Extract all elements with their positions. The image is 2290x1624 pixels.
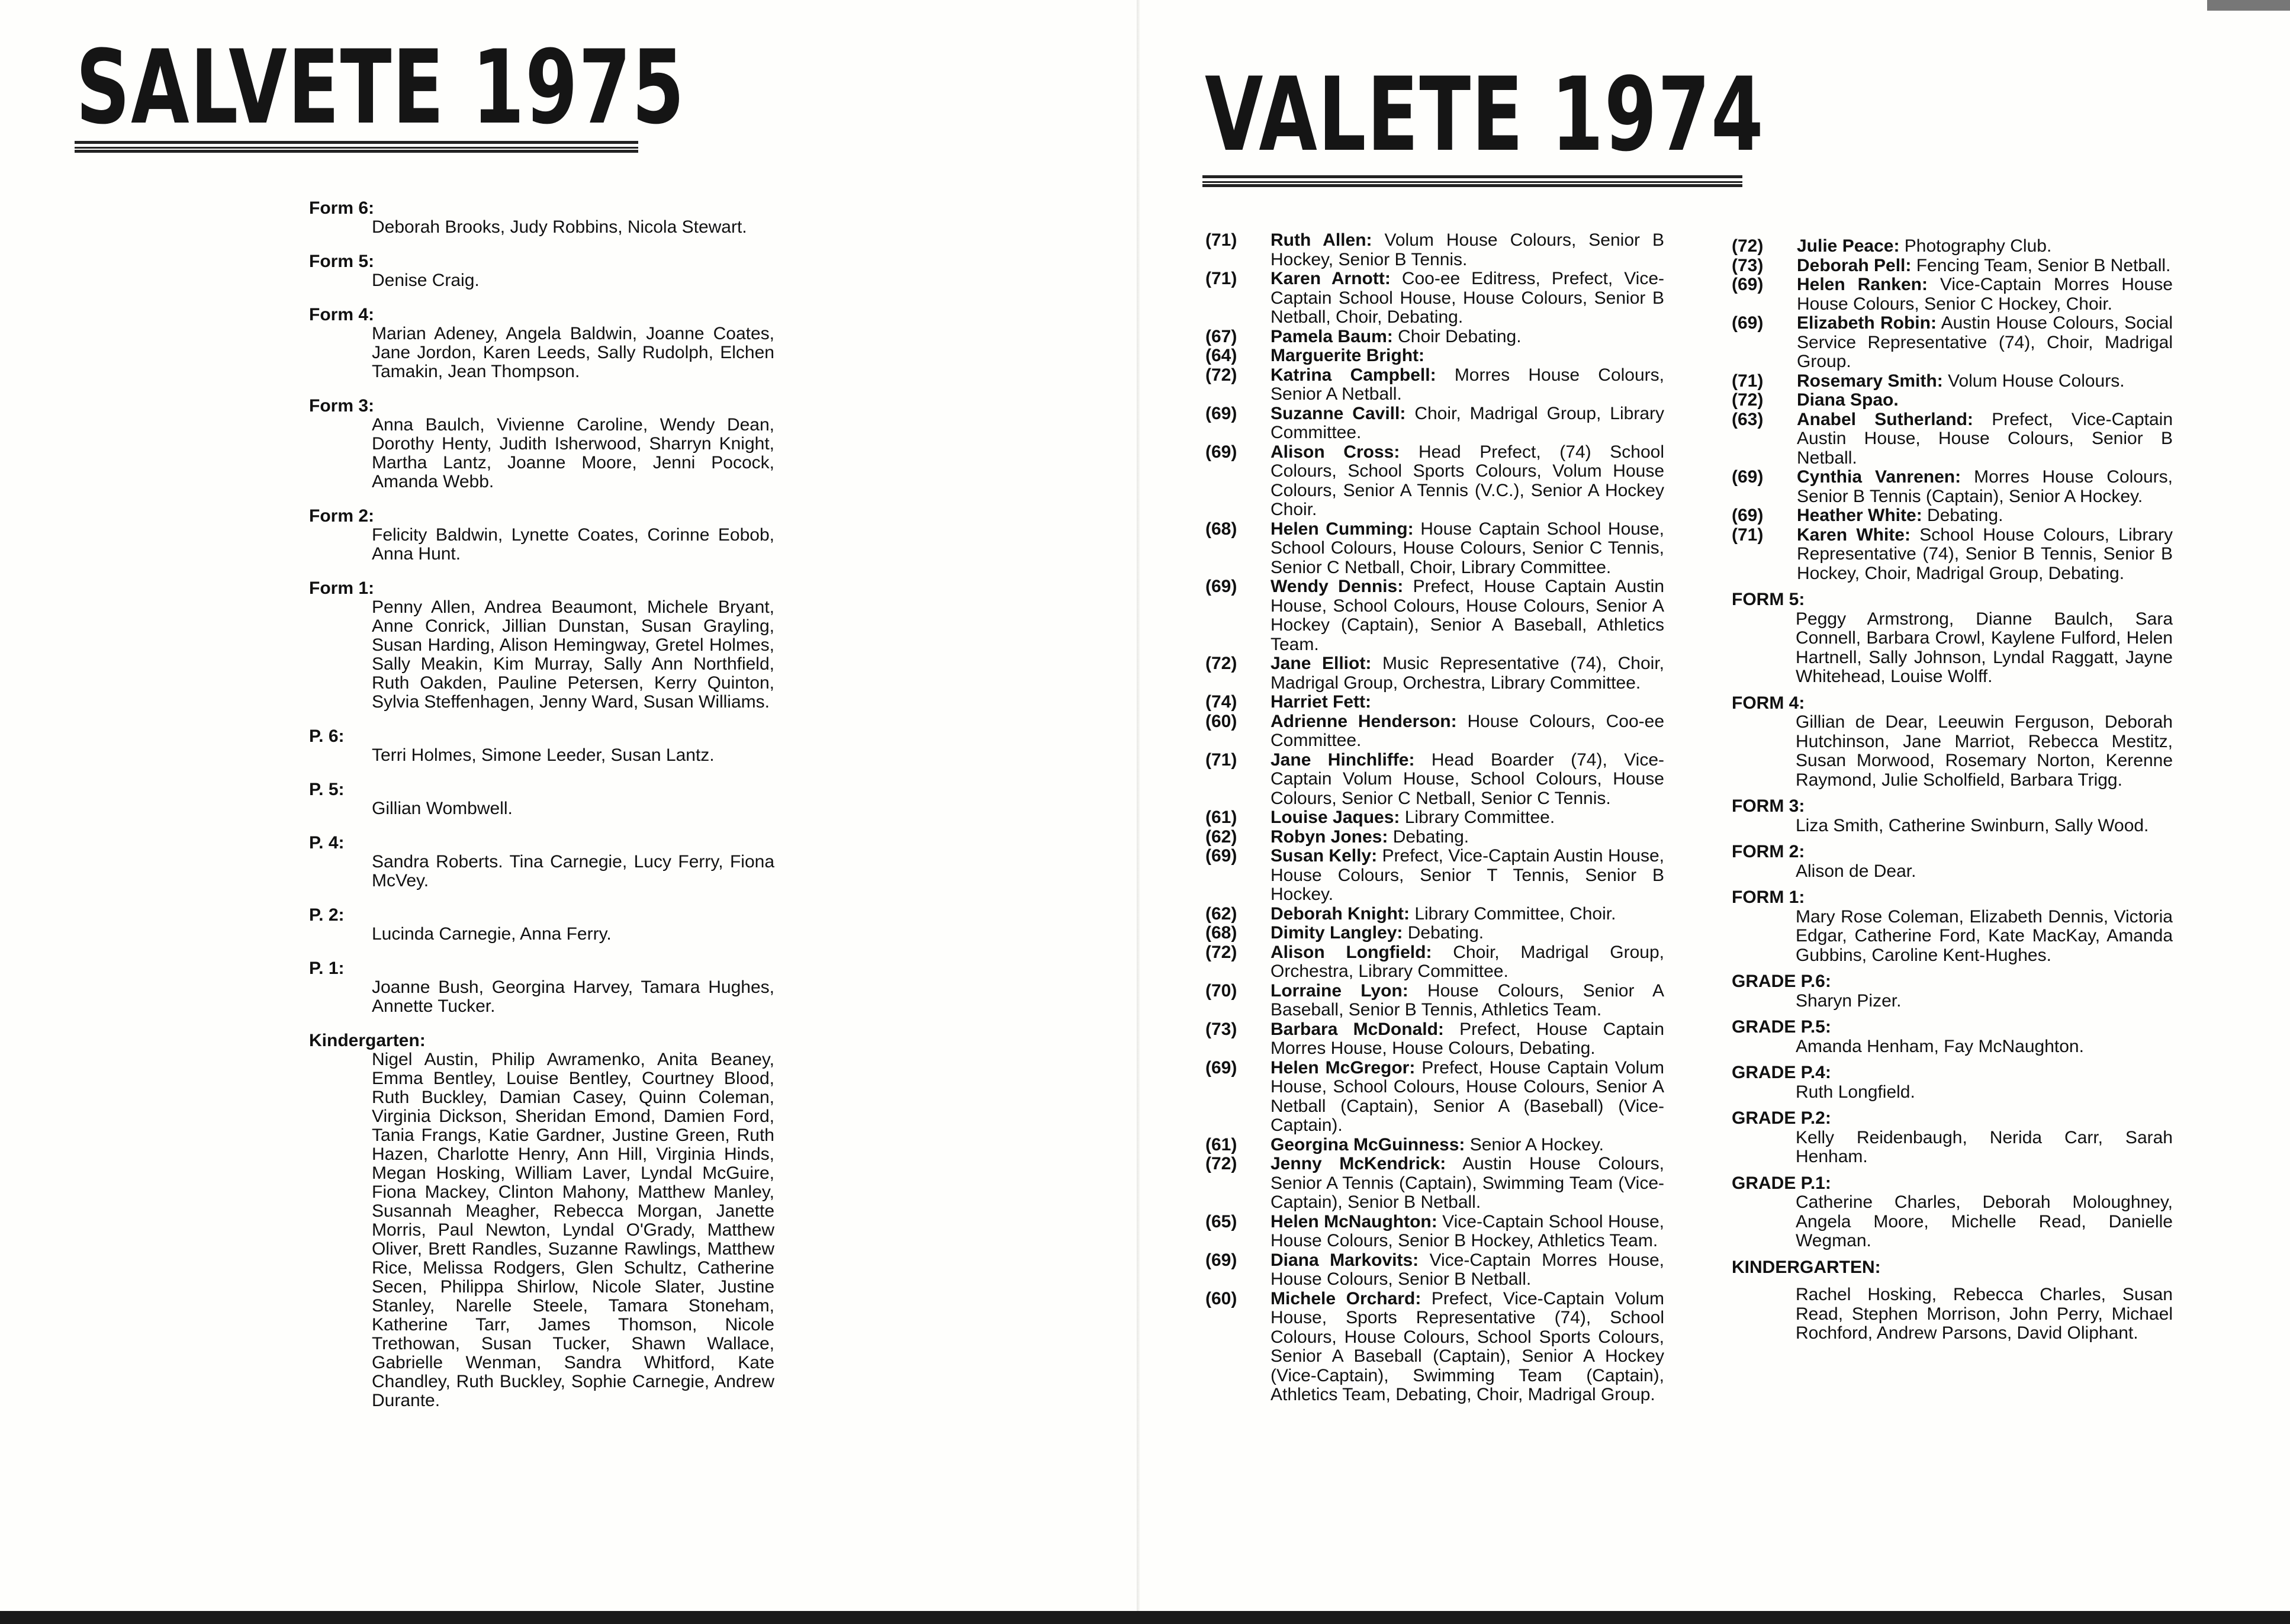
entry-name: Katrina Campbell: <box>1271 365 1436 385</box>
section-label: Form 6: <box>309 198 375 218</box>
valete-entry <box>1205 808 1664 828</box>
entry-details: Coo-ee Editress, Prefect, Vice-Captain School House, House Colours, Senior B Netball, Choir, Debating. <box>1271 269 1664 327</box>
entry-name: Deborah Knight: <box>1271 903 1410 924</box>
valete-column-2-sections <box>1732 590 2173 1343</box>
entry-name: Alison Longfield: <box>1271 942 1432 962</box>
valete-section <box>1732 972 2173 1011</box>
section-label: GRADE P.1: <box>1732 1173 1831 1193</box>
entry-details: Austin House Colours, Senior A Tennis (Captain), Swimming Team (Vice-Captain), Senior B Netball. <box>1271 1154 1664 1212</box>
entry-year: (62) <box>1205 903 1237 924</box>
valete-heading: VALETE 1974 <box>1205 55 1765 174</box>
section-names: Lucinda Carnegie, Anna Ferry. <box>372 924 612 944</box>
section-names: Terri Holmes, Simone Leeder, Susan Lantz. <box>372 745 715 765</box>
valete-entry <box>1205 693 1664 712</box>
valete-column-2-entries <box>1732 237 2173 583</box>
entry-text <box>1271 346 1664 366</box>
entry-details: Austin House Colours, Social Service Representative (74), Choir, Madrigal Group. <box>1797 313 2173 371</box>
entry-year: (72) <box>1732 390 1764 410</box>
entry-year: (72) <box>1205 942 1237 962</box>
entry-name: Wendy Dennis: <box>1271 577 1404 596</box>
entry-name: Julie Peace: <box>1797 236 1900 256</box>
valete-entry <box>1205 1059 1664 1136</box>
entry-year: (69) <box>1205 1057 1237 1078</box>
section-label: FORM 4: <box>1732 693 1805 713</box>
entry-text <box>1797 526 2173 584</box>
entry-details: Prefect, House Captain Morres House, House Colours, Debating. <box>1271 1019 1665 1058</box>
entry-name: Cynthia Vanrenen: <box>1797 467 1961 487</box>
section-label: Form 1: <box>309 578 375 598</box>
entry-text <box>1271 577 1664 654</box>
valete-entry <box>1205 520 1664 578</box>
entry-year: (69) <box>1205 577 1237 596</box>
valete-entry <box>1205 847 1664 905</box>
entry-year: (69) <box>1732 313 1764 333</box>
section-label: P. 2: <box>309 905 345 925</box>
entry-year: (69) <box>1205 442 1237 462</box>
valete-section <box>1732 1174 2173 1251</box>
entry-details: Choir Debating. <box>1398 326 1522 346</box>
section-label: P. 5: <box>309 780 345 799</box>
entry-details: Prefect, House Captain Austin House, School Colours, House Colours, Senior A Hockey (Captain), Senior A Baseball, Athletics Team. <box>1271 577 1665 654</box>
valete-entry <box>1205 327 1664 347</box>
entry-text <box>1797 314 2173 372</box>
valete-column-1 <box>1205 231 1664 1405</box>
valete-entry <box>1732 314 2173 372</box>
valete-entry <box>1205 1020 1664 1059</box>
entry-details: Senior A Hockey. <box>1469 1134 1604 1155</box>
salvete-section <box>309 959 774 1016</box>
section-label: P. 4: <box>309 833 345 853</box>
salvete-section <box>309 1031 774 1410</box>
section-names: Nigel Austin, Philip Awramenko, Anita Beaney, Emma Bentley, Louise Bentley, Courtney Blood, Ruth Buckley, Damian Casey, Quinn Coleman, Virginia Dickson, Sheridan Emond, Damien Ford, Tania Frangs, Katie Gardner, Justine Green, Ruth Hazen, Charlotte Henry, Ann Hill, Virginia Hinds, Megan Hosking, William Laver, Lyndal McGuire, Fiona Mackey, Clinton Mahony, Matthew Manley, Susannah Meagher, Rebecca Morgan, Janette Morris, Paul Newton, Lyndal O'Grady, Matthew Oliver, Brett Randles, Suzanne Rawlings, Matthew Rice, Melissa Rodgers, Glen Schultz, Catherine Secen, Philippa Shirlow, Nicole Slater, Justine Stanley, Narelle Steele, Tamara Stoneham, Katherine Tarr, James Thomson, Nicole Trethowan, Susan Tucker, Shawn Wallace, Gabrielle Wenman, Sandra Whitford, Kate Chandley, Ruth Buckley, Sophie Carnegie, Andrew Durante. <box>372 1050 774 1410</box>
valete-entry <box>1205 1155 1664 1213</box>
entry-name: Anabel Sutherland: <box>1797 409 1973 429</box>
entry-details: Vice-Captain School House, House Colours, Senior B Hockey, Athletics Team. <box>1271 1211 1664 1250</box>
entry-text <box>1271 847 1664 905</box>
entry-text <box>1271 1020 1664 1059</box>
entry-year: (67) <box>1205 326 1237 346</box>
entry-details: Library Committee. <box>1404 808 1555 827</box>
valete-entry <box>1205 231 1664 269</box>
section-names: Alison de Dear. <box>1796 861 1916 881</box>
valete-entry <box>1732 275 2173 314</box>
entry-year: (60) <box>1205 1288 1237 1308</box>
salvete-section <box>309 252 774 290</box>
entry-year: (69) <box>1732 467 1764 487</box>
section-names: Gillian Wombwell. <box>372 799 513 818</box>
valete-entry <box>1205 443 1664 520</box>
entry-name: Karen Arnott: <box>1271 269 1391 288</box>
entry-year: (69) <box>1205 846 1237 866</box>
entry-year: (62) <box>1205 827 1237 847</box>
valete-section <box>1732 1018 2173 1056</box>
valete-section <box>1732 590 2173 687</box>
valete-section <box>1732 888 2173 965</box>
entry-year: (65) <box>1205 1211 1237 1231</box>
entry-details: Debating. <box>1392 827 1469 847</box>
valete-entry <box>1205 1136 1664 1155</box>
entry-name: Marguerite Bright: <box>1271 346 1425 365</box>
section-label: FORM 2: <box>1732 842 1805 861</box>
valete-entry <box>1205 577 1664 654</box>
entry-text <box>1271 1213 1664 1251</box>
entry-text <box>1271 943 1664 982</box>
entry-name: Louise Jaques: <box>1271 808 1400 827</box>
valete-entry <box>1205 828 1664 847</box>
section-names: Mary Rose Coleman, Elizabeth Dennis, Victoria Edgar, Catherine Ford, Kate MacKay, Amanda Gubbins, Caroline Kent-Hughes. <box>1796 906 2173 965</box>
entry-details: Vice-Captain Morres House, House Colours, Senior B Netball. <box>1271 1250 1665 1289</box>
valete-entry <box>1205 1213 1664 1251</box>
entry-name: Jenny McKendrick: <box>1271 1154 1446 1173</box>
entry-text <box>1271 1155 1664 1213</box>
entry-name: Robyn Jones: <box>1271 827 1388 847</box>
valete-entry <box>1205 924 1664 943</box>
valete-entry <box>1205 1289 1664 1405</box>
entry-details: Prefect, Vice-Captain Volum House, Sports Representative (74), School Colours, House Colours, School Sports Colours, Senior A Baseball (Captain), Senior A Hockey (Vice-Captain), Swimming Team (Captain), Athletics Team, Debating, Choir, Madrigal Group. <box>1271 1288 1664 1404</box>
entry-name: Helen Cumming: <box>1271 519 1414 539</box>
valete-entry <box>1732 256 2173 276</box>
entry-name: Pamela Baum: <box>1271 326 1393 346</box>
entry-details: Choir, Madrigal Group, Orchestra, Library Committee. <box>1271 942 1664 981</box>
entry-name: Barbara McDonald: <box>1271 1019 1444 1039</box>
entry-year: (74) <box>1205 692 1237 712</box>
valete-section <box>1732 797 2173 835</box>
entry-name: Rosemary Smith: <box>1797 371 1943 391</box>
entry-year: (71) <box>1205 269 1237 288</box>
section-names: Penny Allen, Andrea Beaumont, Michele Bryant, Anne Conrick, Jillian Dunstan, Susan Grayling, Susan Harding, Alison Hemingway, Gretel Holmes, Sally Meakin, Kim Murray, Sally Ann Northfield, Ruth Oakden, Pauline Petersen, Kerry Quinton, Sylvia Steffenhagen, Jenny Ward, Susan Williams. <box>372 597 774 712</box>
entry-year: (69) <box>1205 403 1237 423</box>
entry-year: (68) <box>1205 519 1237 539</box>
page-top-edge <box>2207 0 2290 11</box>
valete-entry <box>1732 237 2173 256</box>
section-label: KINDERGARTEN: <box>1732 1257 1881 1277</box>
section-names: Peggy Armstrong, Dianne Baulch, Sara Connell, Barbara Crowl, Kaylene Fulford, Helen Hartnell, Sally Johnson, Lyndal Raggatt, Jayne Whitehead, Louise Wolff. <box>1796 609 2173 686</box>
entry-name: Helen McGregor: <box>1271 1057 1416 1078</box>
entry-year: (72) <box>1732 236 1764 256</box>
section-names: Liza Smith, Catherine Swinburn, Sally Wood. <box>1796 815 2149 835</box>
entry-year: (71) <box>1732 525 1764 545</box>
entry-year: (60) <box>1205 711 1237 731</box>
valete-section <box>1732 694 2173 790</box>
valete-entry <box>1205 943 1664 982</box>
entry-details: Prefect, Vice-Captain Austin House, House Colours, Senior T Tennis, Senior B Hockey. <box>1271 846 1664 904</box>
valete-entry <box>1205 982 1664 1020</box>
section-label: GRADE P.6: <box>1732 972 1831 991</box>
entry-name: Ruth Allen: <box>1271 230 1372 250</box>
entry-details: School House Colours, Library Representative (74), Senior B Tennis, Senior B Hockey, Choir, Madrigal Group, Debating. <box>1797 525 2173 583</box>
valete-entry <box>1205 712 1664 751</box>
salvete-section <box>309 507 774 564</box>
section-label: GRADE P.5: <box>1732 1017 1831 1037</box>
entry-text <box>1797 256 2173 276</box>
section-label: FORM 1: <box>1732 887 1805 907</box>
salvete-section <box>309 199 774 237</box>
entry-details: Photography Club. <box>1904 236 2052 256</box>
section-names: Amanda Henham, Fay McNaughton. <box>1796 1036 2084 1056</box>
entry-text <box>1797 506 2173 526</box>
entry-text <box>1271 443 1664 520</box>
entry-details: House Colours, Coo-ee Committee. <box>1271 711 1664 750</box>
valete-column-2 <box>1732 237 2173 1343</box>
valete-entry <box>1732 526 2173 584</box>
section-names: Deborah Brooks, Judy Robbins, Nicola Stewart. <box>372 217 747 237</box>
entry-year: (69) <box>1205 1250 1237 1270</box>
entry-name: Michele Orchard: <box>1271 1288 1421 1308</box>
entry-text <box>1797 237 2173 256</box>
salvete-heading-rule <box>75 141 638 153</box>
entry-name: Karen White: <box>1797 525 1911 545</box>
entry-name: Diana Spao. <box>1797 390 1899 410</box>
entry-year: (63) <box>1732 409 1764 429</box>
entry-text <box>1271 1059 1664 1136</box>
entry-details: Morres House Colours, Senior B Tennis (Captain), Senior A Hockey. <box>1797 467 2173 506</box>
entry-year: (72) <box>1205 654 1237 673</box>
entry-details: Volum House Colours, Senior B Hockey, Senior B Tennis. <box>1271 230 1664 269</box>
section-names: Sandra Roberts. Tina Carnegie, Lucy Ferry, Fiona McVey. <box>372 852 774 890</box>
entry-year: (71) <box>1732 371 1764 391</box>
valete-entry <box>1205 404 1664 443</box>
valete-entry <box>1205 269 1664 327</box>
entry-text <box>1797 468 2173 506</box>
entry-text <box>1797 410 2173 468</box>
entry-name: Lorraine Lyon: <box>1271 980 1408 1001</box>
entry-text <box>1271 269 1664 327</box>
entry-year: (71) <box>1205 750 1237 770</box>
entry-name: Alison Cross: <box>1271 442 1400 462</box>
valete-entry <box>1732 410 2173 468</box>
salvete-section <box>309 397 774 491</box>
valete-entry <box>1205 366 1664 404</box>
entry-text <box>1797 275 2173 314</box>
entry-text <box>1271 751 1664 809</box>
section-label: Kindergarten: <box>309 1031 426 1050</box>
valete-entry <box>1732 506 2173 526</box>
entry-details: Head Boarder (74), Vice-Captain Volum House, School Colours, House Colours, Senior C Netball, Senior C Tennis. <box>1271 750 1665 808</box>
entry-name: Diana Markovits: <box>1271 1250 1419 1270</box>
entry-text <box>1271 231 1664 269</box>
entry-year: (72) <box>1205 365 1237 385</box>
entry-text <box>1271 905 1664 924</box>
valete-entry <box>1205 1251 1664 1289</box>
entry-details: Head Prefect, (74) School Colours, School Sports Colours, Volum House Colours, Senior A Tennis (V.C.), Senior A Hockey Choir. <box>1271 442 1664 519</box>
section-label: FORM 5: <box>1732 590 1805 609</box>
entry-details: Debating. <box>1927 506 2003 525</box>
section-label: P. 6: <box>309 726 345 746</box>
entry-year: (61) <box>1205 808 1237 827</box>
entry-year: (64) <box>1205 346 1237 365</box>
entry-year: (68) <box>1205 923 1237 943</box>
section-names: Denise Craig. <box>372 271 480 290</box>
entry-name: Elizabeth Robin: <box>1797 313 1937 333</box>
entry-year: (73) <box>1205 1019 1237 1039</box>
section-label: Form 4: <box>309 305 375 324</box>
entry-details: Morres House Colours, Senior A Netball. <box>1271 365 1664 404</box>
valete-entry <box>1732 372 2173 391</box>
entry-name: Jane Elliot: <box>1271 654 1372 673</box>
entry-text <box>1271 828 1664 847</box>
section-names: Sharyn Pizer. <box>1796 991 1902 1011</box>
entry-details: Prefect, House Captain Volum House, School Colours, House Colours, Senior A Netball (Captain), Senior A (Baseball) (Vice-Captain). <box>1271 1057 1664 1135</box>
valete-section <box>1732 1258 2173 1343</box>
entry-details: House Captain School House, School Colours, House Colours, Senior C Tennis, Senior C Netball, Choir, Library Committee. <box>1271 519 1664 577</box>
valete-section <box>1732 842 2173 881</box>
valete-entry <box>1205 751 1664 809</box>
section-names: Anna Baulch, Vivienne Caroline, Wendy Dean, Dorothy Henty, Judith Isherwood, Sharryn Knight, Martha Lantz, Joanne Moore, Jenni Pocock, Amanda Webb. <box>372 415 774 491</box>
entry-name: Helen McNaughton: <box>1271 1211 1437 1231</box>
salvete-section <box>309 727 774 765</box>
entry-text <box>1271 924 1664 943</box>
section-names: Felicity Baldwin, Lynette Coates, Corinne Eobob, Anna Hunt. <box>372 525 774 564</box>
entry-text <box>1271 982 1664 1020</box>
valete-entry <box>1205 905 1664 924</box>
entry-text <box>1271 1136 1664 1155</box>
entry-details: Fencing Team, Senior B Netball. <box>1916 255 2171 275</box>
entry-year: (69) <box>1732 275 1764 294</box>
right-page <box>1140 0 2290 1624</box>
entry-name: Jane Hinchliffe: <box>1271 750 1415 770</box>
valete-entry <box>1732 468 2173 506</box>
salvete-section <box>309 834 774 890</box>
section-names: Joanne Bush, Georgina Harvey, Tamara Hughes, Annette Tucker. <box>372 977 774 1016</box>
section-names: Ruth Longfield. <box>1796 1082 1915 1102</box>
entry-year: (71) <box>1205 230 1237 250</box>
section-names: Marian Adeney, Angela Baldwin, Joanne Coates, Jane Jordon, Karen Leeds, Sally Rudolph, Elchen Tamakin, Jean Thompson. <box>372 324 774 381</box>
left-page <box>0 0 1140 1624</box>
valete-section <box>1732 1109 2173 1167</box>
entry-text <box>1797 391 2173 410</box>
entry-text <box>1271 1251 1664 1289</box>
entry-year: (70) <box>1205 980 1237 1001</box>
entry-text <box>1271 1289 1664 1405</box>
valete-entry <box>1205 346 1664 366</box>
section-label: Form 2: <box>309 506 375 526</box>
entry-year: (69) <box>1732 506 1764 525</box>
entry-text <box>1271 404 1664 443</box>
entry-text <box>1271 520 1664 578</box>
section-names: Rachel Hosking, Rebecca Charles, Susan Read, Stephen Morrison, John Perry, Michael Rochford, Andrew Parsons, David Oliphant. <box>1796 1285 2173 1343</box>
entry-year: (73) <box>1732 255 1764 275</box>
entry-name: Suzanne Cavill: <box>1271 403 1406 423</box>
section-label: Form 5: <box>309 252 375 271</box>
entry-text <box>1271 366 1664 404</box>
entry-details: Music Representative (74), Choir, Madrigal Group, Orchestra, Library Committee. <box>1271 654 1664 693</box>
valete-section <box>1732 1063 2173 1102</box>
entry-text <box>1271 693 1664 712</box>
salvete-section <box>309 305 774 381</box>
entry-name: Harriet Fett: <box>1271 692 1372 712</box>
section-label: P. 1: <box>309 959 345 978</box>
entry-name: Adrienne Henderson: <box>1271 711 1457 731</box>
valete-entry <box>1732 391 2173 410</box>
valete-heading-rule <box>1202 175 1742 187</box>
entry-name: Deborah Pell: <box>1797 255 1912 275</box>
entry-details: Library Committee, Choir. <box>1414 903 1616 924</box>
entry-details: Choir, Madrigal Group, Library Committee. <box>1271 403 1665 442</box>
salvete-heading: SALVETE 1975 <box>76 28 686 147</box>
entry-name: Helen Ranken: <box>1797 275 1928 294</box>
entry-details: House Colours, Senior A Baseball, Senior B Tennis, Athletics Team. <box>1271 980 1664 1020</box>
salvete-list <box>309 199 774 1426</box>
section-label: GRADE P.4: <box>1732 1063 1831 1082</box>
page-bottom-edge <box>0 1611 2290 1624</box>
valete-entry <box>1205 654 1664 693</box>
entry-details: Volum House Colours. <box>1948 371 2125 391</box>
entry-details: Vice-Captain Morres House House Colours, Senior C Hockey, Choir. <box>1797 275 2173 314</box>
entry-name: Dimity Langley: <box>1271 923 1403 943</box>
entry-text <box>1797 372 2173 391</box>
entry-year: (72) <box>1205 1154 1237 1173</box>
section-label: FORM 3: <box>1732 796 1805 816</box>
entry-text <box>1271 808 1664 828</box>
entry-text <box>1271 654 1664 693</box>
entry-name: Susan Kelly: <box>1271 846 1378 866</box>
entry-details: Prefect, Vice-Captain Austin House, House Colours, Senior B Netball. <box>1797 409 2173 468</box>
entry-name: Georgina McGuinness: <box>1271 1134 1465 1155</box>
entry-details: Debating. <box>1407 923 1484 943</box>
section-names: Catherine Charles, Deborah Moloughney, Angela Moore, Michelle Read, Danielle Wegman. <box>1796 1192 2173 1250</box>
entry-year: (61) <box>1205 1134 1237 1155</box>
entry-text <box>1271 712 1664 751</box>
salvete-section <box>309 906 774 944</box>
entry-name: Heather White: <box>1797 506 1922 525</box>
section-label: Form 3: <box>309 396 375 416</box>
entry-text <box>1271 327 1664 347</box>
section-names: Gillian de Dear, Leeuwin Ferguson, Deborah Hutchinson, Jane Marriot, Rebecca Mestitz, Susan Morwood, Rosemary Norton, Kerenne Raymond, Julie Scholfield, Barbara Trigg. <box>1796 712 2173 790</box>
section-label: GRADE P.2: <box>1732 1108 1831 1128</box>
salvete-section <box>309 780 774 818</box>
salvete-section <box>309 579 774 712</box>
section-names: Kelly Reidenbaugh, Nerida Carr, Sarah Henham. <box>1796 1127 2173 1166</box>
